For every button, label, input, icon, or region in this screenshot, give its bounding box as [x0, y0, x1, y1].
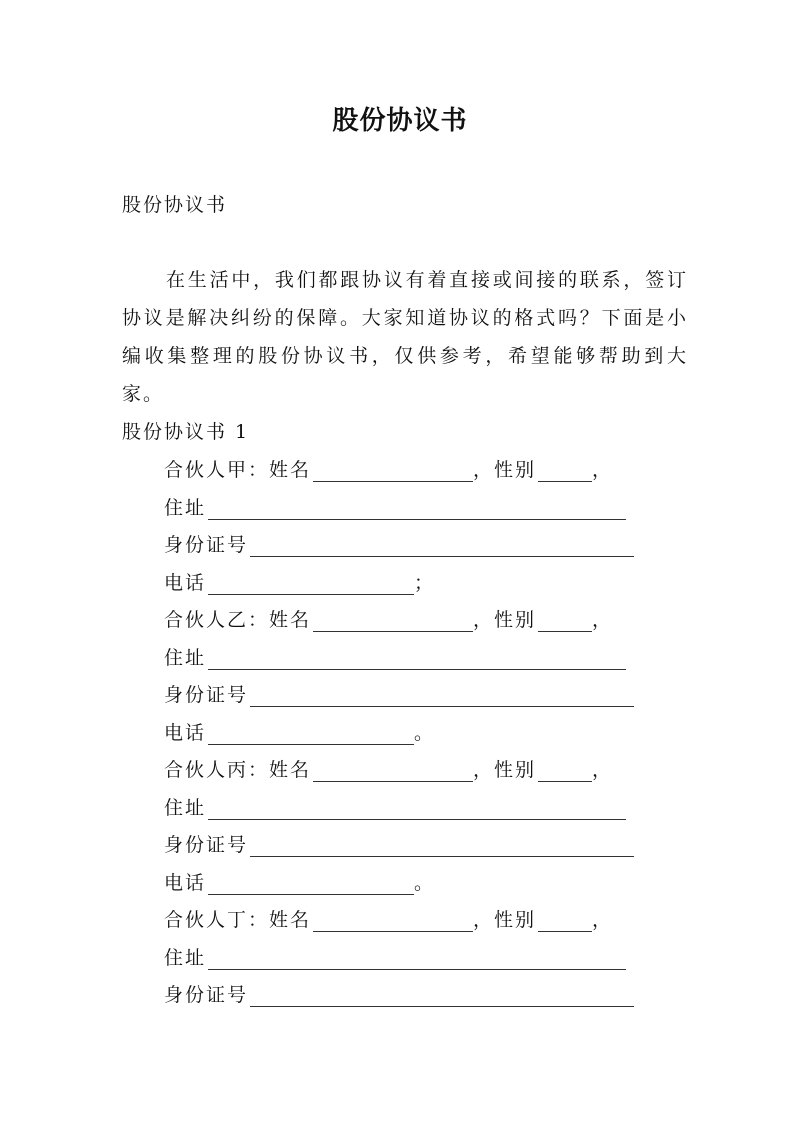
address-blank[interactable]: [208, 497, 626, 520]
name-blank[interactable]: [313, 759, 473, 782]
name-blank[interactable]: [313, 459, 473, 482]
address-label: 住址: [164, 646, 207, 669]
address-row: [164, 940, 664, 978]
name-label: 姓名: [269, 909, 312, 931]
gender-suffix: ，: [592, 459, 614, 481]
partner-name-row: [164, 602, 664, 640]
address-row: [164, 640, 664, 678]
phone-end: 。: [414, 871, 436, 894]
phone-blank[interactable]: [208, 572, 414, 595]
gender-blank[interactable]: [538, 909, 592, 932]
id-blank[interactable]: [250, 834, 634, 857]
address-blank[interactable]: [208, 797, 626, 820]
name-blank[interactable]: [313, 909, 473, 932]
phone-label: 电话: [164, 721, 207, 744]
phone-row: [164, 865, 664, 903]
address-label: 住址: [164, 496, 207, 519]
id-blank[interactable]: [250, 534, 634, 557]
id-label: 身份证号: [164, 534, 249, 556]
section-title: 股份协议书 1: [122, 421, 250, 443]
id-row: [164, 977, 664, 1015]
phone-label: 电话: [164, 871, 207, 894]
id-row: [164, 827, 664, 865]
id-label: 身份证号: [164, 834, 249, 856]
gender-label: ，性别: [473, 759, 537, 781]
name-blank[interactable]: [313, 609, 473, 632]
address-blank[interactable]: [208, 647, 626, 670]
phone-blank[interactable]: [208, 872, 414, 895]
phone-row: [164, 715, 664, 753]
phone-end: ；: [414, 571, 436, 594]
gender-label: ，性别: [473, 459, 537, 481]
gender-label: ，性别: [473, 609, 537, 631]
gender-suffix: ，: [592, 609, 614, 631]
partner-label: 合伙人乙：: [164, 609, 270, 631]
partner-label: 合伙人丙：: [164, 759, 270, 781]
id-label: 身份证号: [164, 684, 249, 706]
partner-label: 合伙人甲：: [164, 459, 270, 481]
partner-label: 合伙人丁：: [164, 909, 270, 931]
partner-name-row: [164, 752, 664, 790]
partner-fields: [164, 452, 664, 1015]
name-label: 姓名: [269, 609, 312, 631]
gender-suffix: ，: [592, 759, 614, 781]
id-label: 身份证号: [164, 984, 249, 1006]
phone-end: 。: [414, 721, 436, 744]
gender-blank[interactable]: [538, 609, 592, 632]
address-blank[interactable]: [208, 947, 626, 970]
phone-blank[interactable]: [208, 722, 414, 745]
name-label: 姓名: [269, 759, 312, 781]
gender-label: ，性别: [473, 909, 537, 931]
name-label: 姓名: [269, 459, 312, 481]
gender-blank[interactable]: [538, 759, 592, 782]
intro-paragraph: 在生活中，我们都跟协议有着直接或间接的联系，签订协议是解决纠纷的保障。大家知道协议的格式吗？下面是小编收集整理的股份协议书，仅供参考，希望能够帮助到大家。: [122, 269, 688, 405]
phone-row: [164, 565, 664, 603]
document-title: 股份协议书: [332, 106, 468, 136]
id-blank[interactable]: [250, 984, 634, 1007]
address-label: 住址: [164, 946, 207, 969]
id-row: [164, 527, 664, 565]
phone-label: 电话: [164, 571, 207, 594]
partner-name-row: [164, 902, 664, 940]
gender-blank[interactable]: [538, 459, 592, 482]
document-subtitle: 股份协议书: [122, 194, 228, 216]
id-blank[interactable]: [250, 684, 634, 707]
address-row: [164, 790, 664, 828]
address-label: 住址: [164, 796, 207, 819]
address-row: [164, 490, 664, 528]
partner-name-row: [164, 452, 664, 490]
id-row: [164, 677, 664, 715]
gender-suffix: ，: [592, 909, 614, 931]
